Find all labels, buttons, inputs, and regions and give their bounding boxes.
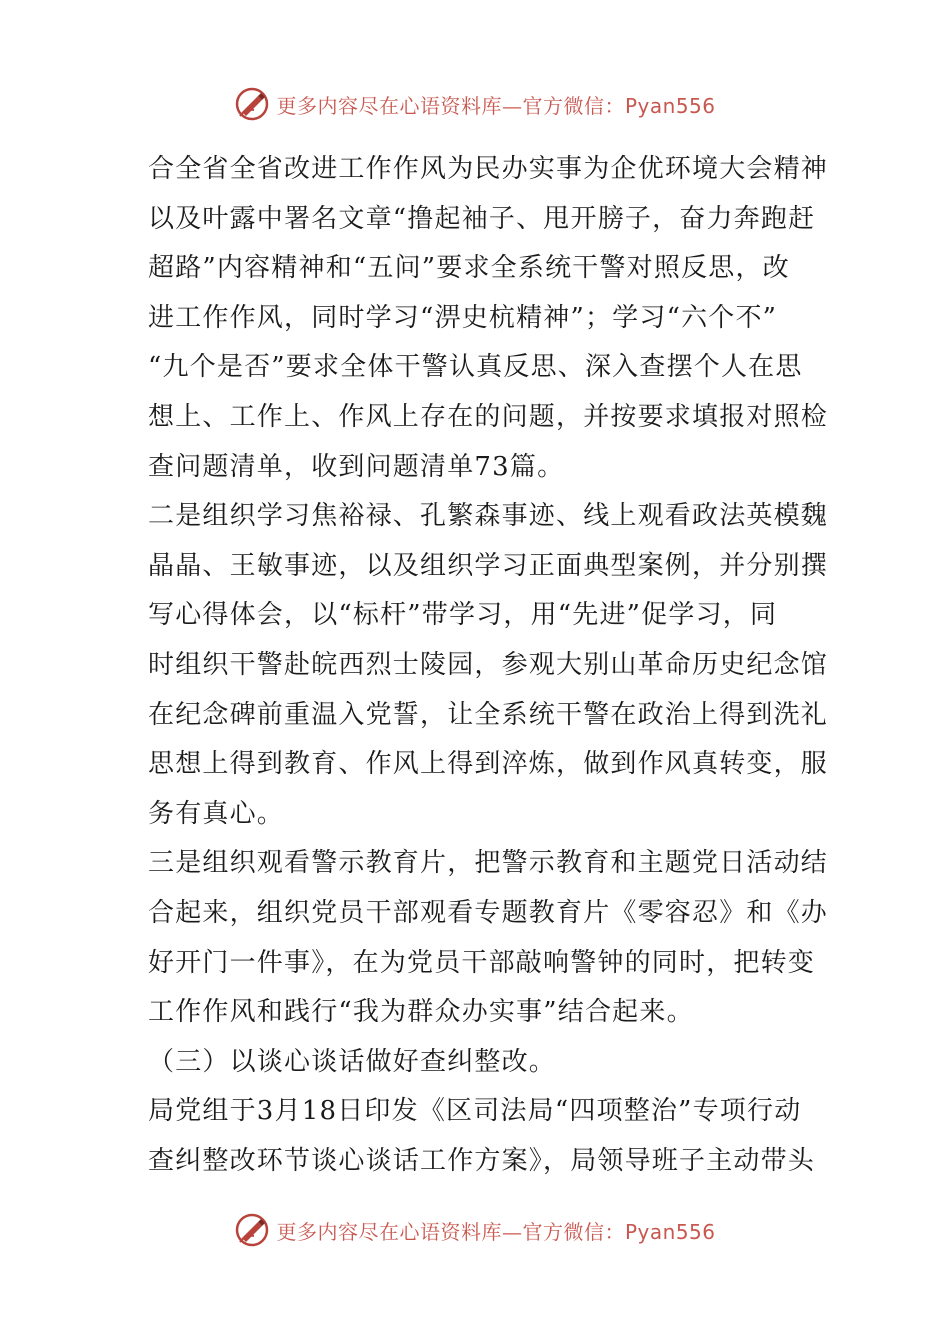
text-line: 二是组织学习焦裕禄、孔繁森事迹、线上观看政法英模魏 — [148, 501, 829, 532]
text-line: 以及叶露中署名文章“撸起袖子、甩开膀子，奋力奔跑赶 — [148, 203, 816, 234]
text-line: 局党组于3月18日印发《区司法局“四项整治”专项行动 — [148, 1096, 802, 1127]
pen-seal-logo-icon — [234, 86, 270, 122]
document-body — [148, 145, 829, 1186]
text-line: 思想上得到教育、作风上得到淬炼，做到作风真转变，服 — [148, 749, 829, 780]
text-line: 查纠整改环节谈心谈话工作方案》，局领导班子主动带头 — [148, 1145, 816, 1176]
text-line: 合全省全省改进工作作风为民办实事为企优环境大会精神 — [148, 154, 829, 184]
text-line: 三是组织观看警示教育片，把警示教育和主题党日活动结 — [148, 848, 829, 879]
text-line: 查问题清单，收到问题清单73篇。 — [148, 451, 565, 482]
text-line: 写心得体会，以“标杆”带学习，用“先进”促学习，同 — [148, 600, 778, 631]
footer-watermark — [0, 1210, 950, 1250]
text-line: “九个是否”要求全体干警认真反思、深入查摆个人在思 — [148, 352, 803, 383]
section-heading: （三）以谈心谈话做好查纠整改。 — [148, 1046, 557, 1077]
pen-seal-logo-icon — [234, 1212, 270, 1248]
text-line: 工作作风和践行“我为群众办实事”结合起来。 — [148, 997, 694, 1028]
text-line: 超路”内容精神和“五问”要求全系统干警对照反思，改 — [148, 253, 790, 284]
text-line: 好开门一件事》，在为党员干部敲响警钟的同时，把转变 — [148, 947, 816, 978]
text-line: 务有真心。 — [148, 798, 285, 829]
watermark-text: 更多内容尽在心语资料库—官方微信：Pyan556 — [276, 93, 716, 118]
text-line: 在纪念碑前重温入党誓，让全系统干警在政治上得到洗礼 — [148, 699, 829, 730]
text-line: 合起来，组织党员干部观看专题教育片《零容忍》和《办 — [148, 897, 829, 928]
header-watermark — [0, 84, 950, 124]
watermark-text: 更多内容尽在心语资料库—官方微信：Pyan556 — [276, 1219, 716, 1244]
text-line: 时组织干警赴皖西烈士陵园，参观大别山革命历史纪念馆 — [148, 649, 829, 680]
text-line: 想上、工作上、作风上存在的问题，并按要求填报对照检 — [148, 401, 829, 432]
text-line: 进工作作风，同时学习“淠史杭精神”；学习“六个不” — [148, 302, 778, 333]
text-line: 晶晶、王敏事迹，以及组织学习正面典型案例，并分别撰 — [148, 550, 829, 581]
